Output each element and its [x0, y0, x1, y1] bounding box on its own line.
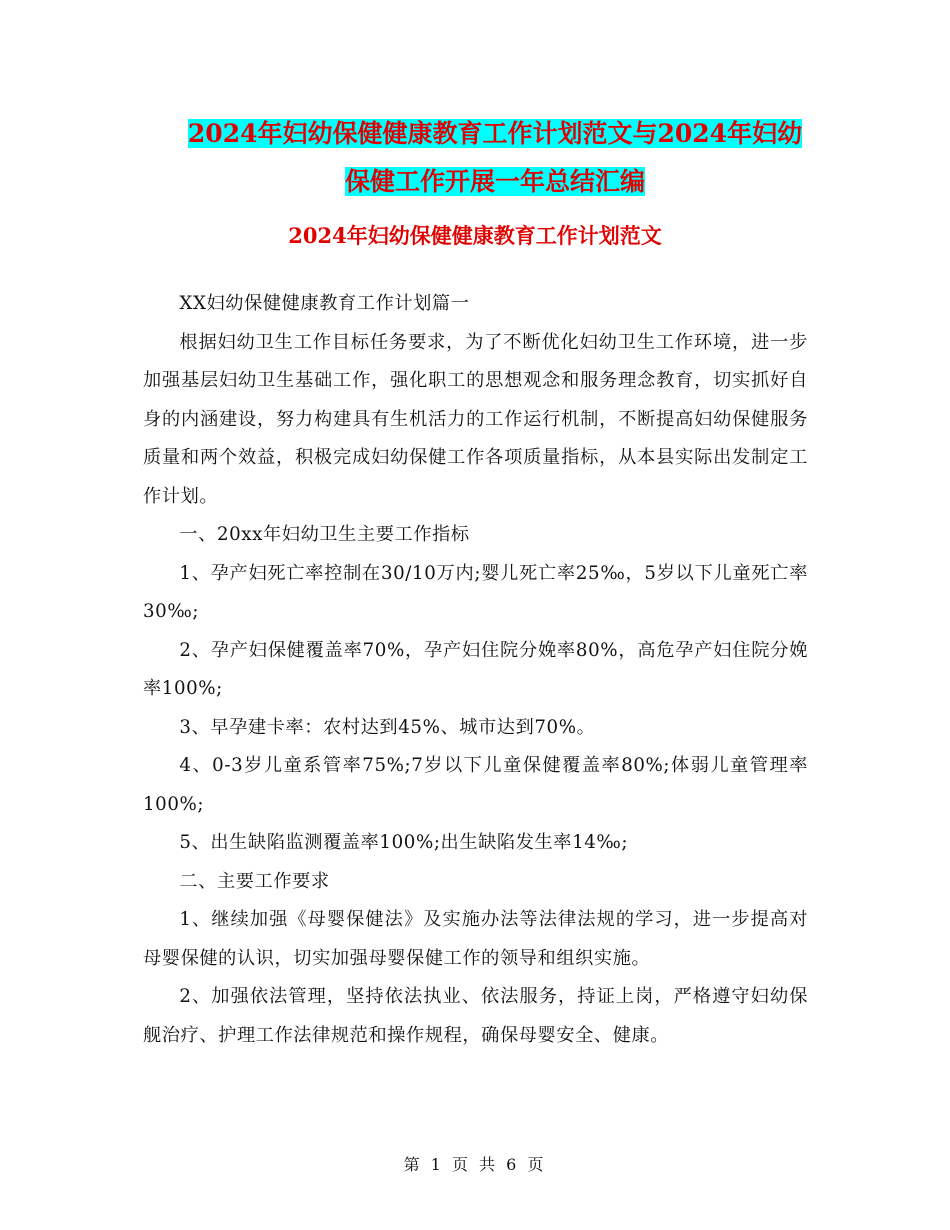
body-paragraph: 5、出生缺陷监测覆盖率100%;出生缺陷发生率14‰; — [179, 832, 629, 853]
body-paragraph: XX妇幼保健健康教育工作计划篇一 — [179, 293, 470, 314]
body-paragraph: 1、孕产妇死亡率控制在30/10万内;婴儿死亡率25‰，5岁以下儿童死亡率30‰; — [143, 562, 808, 622]
body-paragraph: 一、20xx年妇幼卫生主要工作指标 — [179, 524, 470, 545]
page-number-footer: 第 1 页 共 6 页 — [403, 1155, 547, 1174]
body-paragraph: 4、0-3岁儿童系管率75%;7岁以下儿童保健覆盖率80%;体弱儿童管理率100%; — [143, 755, 808, 815]
section-title: 2024年妇幼保健健康教育工作计划范文 — [288, 223, 662, 248]
body-paragraph: 3、早孕建卡率：农村达到45%、城市达到70%。 — [179, 716, 596, 738]
body-paragraph: 1、继续加强《母婴保健法》及实施办法等法律法规的学习，进一步提高对母婴保健的认识，切实加强母婴保健工作的领导和组织实施。 — [143, 909, 808, 969]
body-paragraph: 根据妇幼卫生工作目标任务要求，为了不断优化妇幼卫生工作环境，进一步加强基层妇幼卫生基础工作，强化职工的思想观念和服务理念教育，切实抓好自身的内涵建设，努力构建具有生机活力的工作运行机制，不断提高妇幼保健服务质量和两个效益，积极完成妇幼保健工作各项质量指标，从本县实际出发制定工作计划。 — [143, 331, 808, 507]
body-paragraph: 2、加强依法管理，坚持依法执业、依法服务，持证上岗，严格遵守妇幼保舰治疗、护理工作法律规范和操作规程，确保母婴安全、健康。 — [143, 986, 808, 1046]
document-body — [143, 285, 808, 1055]
body-paragraph: 2、孕产妇保健覆盖率70%，孕产妇住院分娩率80%，高危孕产妇住院分娩率100%; — [143, 639, 808, 699]
title-line-1: 2024年妇幼保健健康教育工作计划范文与2024年妇幼 — [187, 119, 803, 148]
document-title — [140, 110, 850, 206]
title-line-2: 保健工作开展一年总结汇编 — [344, 167, 645, 196]
body-paragraph: 二、主要工作要求 — [179, 870, 330, 892]
